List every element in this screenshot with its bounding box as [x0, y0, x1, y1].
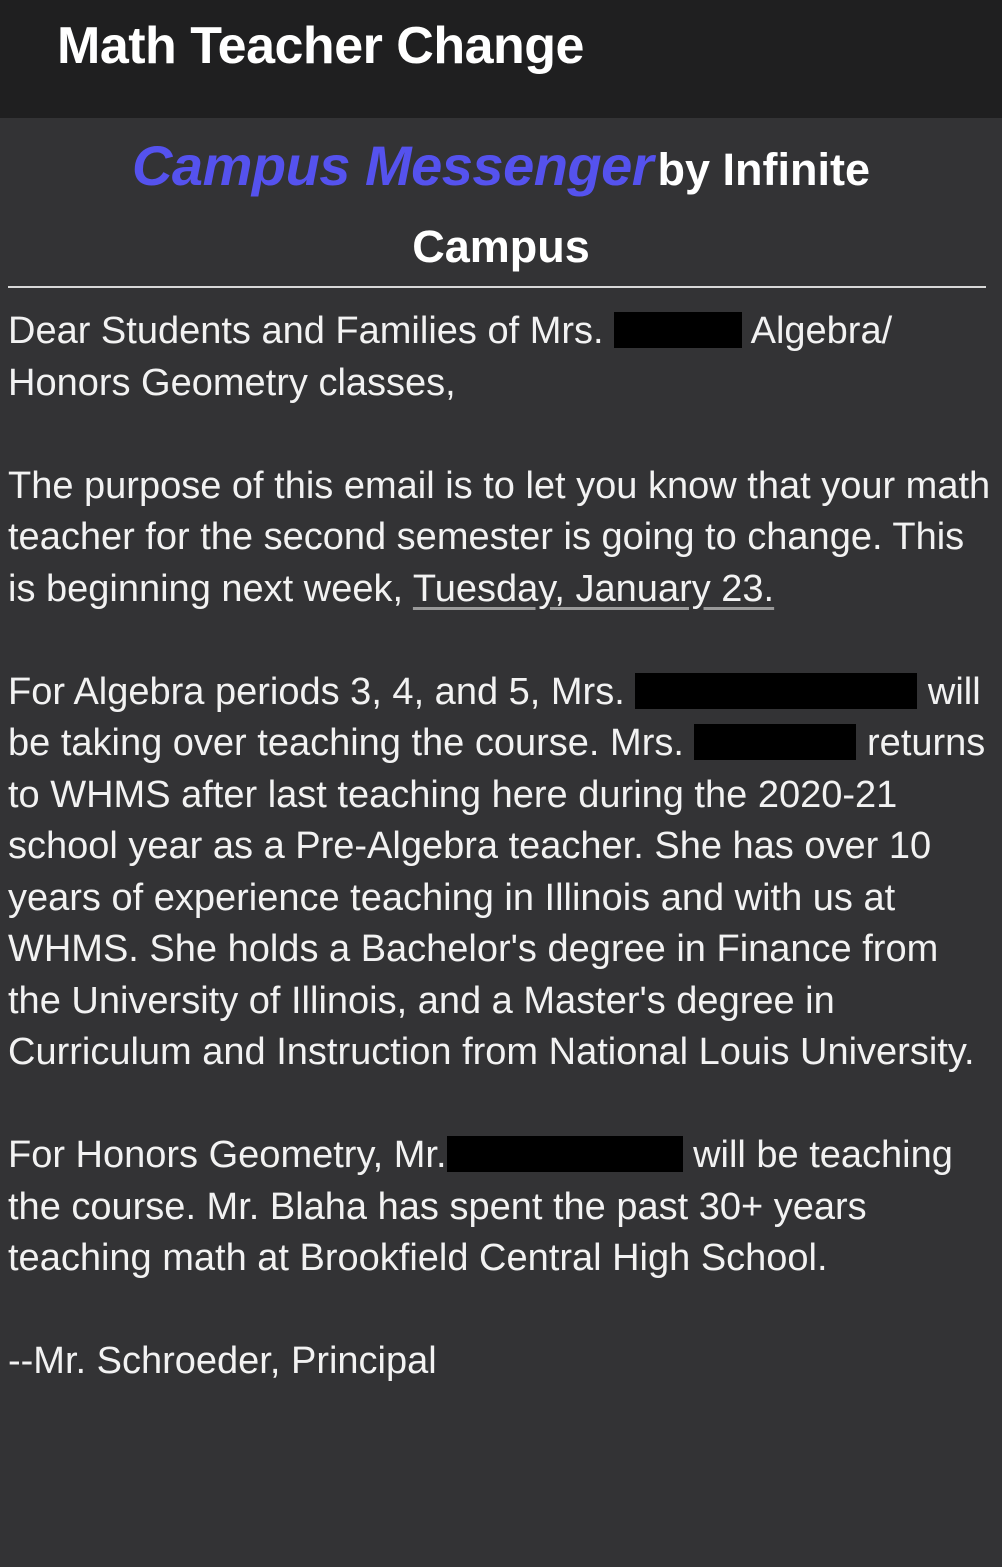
redaction-block [635, 673, 917, 709]
greeting-paragraph [8, 306, 993, 409]
greeting-text-end: Honors Geometry classes, [8, 361, 456, 404]
message-header [0, 133, 1002, 291]
geometry-paragraph [8, 1130, 993, 1285]
greeting-text-cont: Algebra/ [742, 310, 893, 352]
signature: --Mr. Schroeder, Principal [8, 1340, 437, 1382]
header-divider [8, 286, 986, 288]
redaction-block [447, 1136, 683, 1172]
redaction-block [694, 724, 856, 760]
algebra-paragraph [8, 667, 993, 1079]
brand-by: by Infinite [657, 144, 871, 195]
geometry-text: For Honors Geometry, Mr. [8, 1134, 447, 1176]
date-link[interactable]: Tuesday, January 23. [412, 567, 775, 610]
redaction-block [614, 312, 742, 348]
geometry-text-cont: will be teaching the course. Mr. Blaha has spent the past 30+ years teaching math at Brookfield Central High School. [8, 1134, 953, 1279]
message-content[interactable] [0, 118, 1002, 1567]
message-title: Math Teacher Change [57, 17, 584, 75]
purpose-paragraph [8, 461, 993, 616]
greeting-text: Dear Students and Families of Mrs. [8, 310, 615, 352]
brand-name: Campus Messenger [131, 134, 654, 197]
brand-campus: Campus [412, 221, 590, 272]
title-bar [0, 0, 1002, 118]
algebra-text-cont: will be taking over teaching the course. Mrs. [8, 670, 981, 764]
message-body [8, 306, 993, 1439]
purpose-text: The purpose of this email is to let you know that your math teacher for the second semester is going to change. This is beginning next week, [8, 464, 991, 610]
algebra-text: For Algebra periods 3, 4, and 5, Mrs. [8, 670, 636, 713]
algebra-text-end: returns to WHMS after last teaching here during the 2020-21 school year as a Pre-Algebra teacher. She has over 10 years of experience teaching in Illinois and with us at WHMS. She holds a Bachelor's degree in Finance from the University of Illinois, and a Master's degree in Curriculum and Instruction from National Louis University. [8, 722, 986, 1073]
